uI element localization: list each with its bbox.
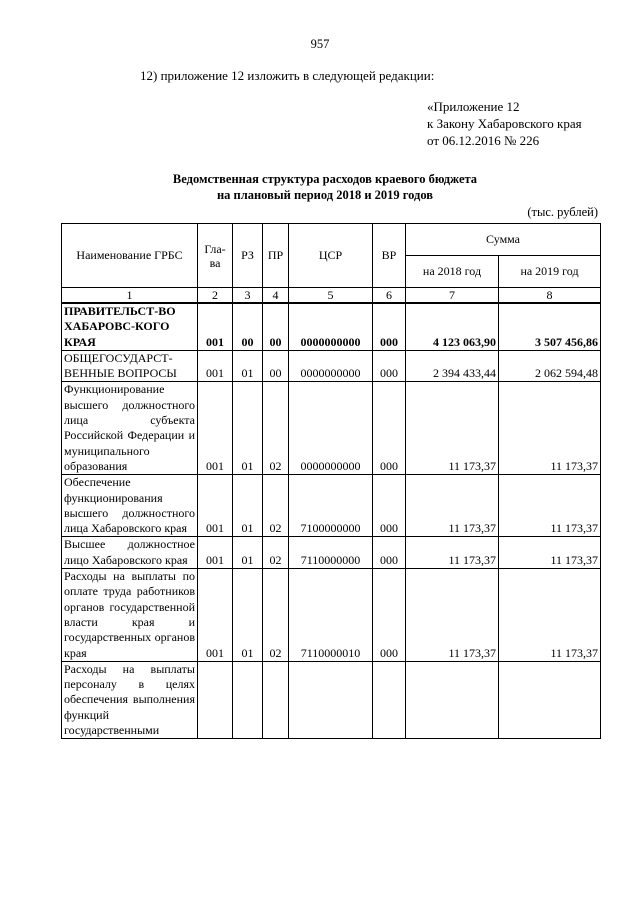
cell-vr: 000 (373, 537, 406, 569)
column-number: 8 (499, 288, 601, 304)
cell-glava: 001 (198, 350, 233, 382)
amendment-instruction: 12) приложение 12 изложить в следующей редакции: (140, 68, 435, 83)
cell-rz: 01 (233, 350, 263, 382)
cell-y2019: 11 173,37 (499, 569, 601, 662)
cell-glava (198, 661, 233, 738)
budget-table (61, 223, 601, 739)
header-csr: ЦСР (289, 224, 373, 288)
cell-csr: 0000000000 (289, 350, 373, 382)
table-row (62, 475, 601, 537)
header-2018: на 2018 год (406, 256, 499, 288)
title-line-1: Ведомственная структура расходов краевого бюджета (172, 172, 478, 186)
cell-pr: 00 (263, 350, 289, 382)
page-number: 957 (310, 37, 330, 51)
cell-csr (289, 661, 373, 738)
appendix-line-2: к Закону Хабаровского края (427, 116, 582, 131)
cell-y2019: 11 173,37 (499, 382, 601, 475)
cell-pr: 02 (263, 382, 289, 475)
cell-pr (263, 661, 289, 738)
cell-y2018: 11 173,37 (406, 569, 499, 662)
header-name: Наименование ГРБС (62, 224, 198, 288)
row-name: Обеспечение функционирования высшего должностного лица Хабаровского края (62, 475, 198, 537)
cell-y2018: 4 123 063,90 (406, 303, 499, 350)
table-row (62, 537, 601, 569)
cell-csr: 7110000000 (289, 537, 373, 569)
header-glava: Гла-ва (198, 224, 233, 288)
table-row (62, 382, 601, 475)
column-number-row (62, 288, 601, 304)
cell-rz: 01 (233, 537, 263, 569)
cell-pr: 00 (263, 303, 289, 350)
column-number: 1 (62, 288, 198, 304)
appendix-line-3: от 06.12.2016 № 226 (427, 133, 540, 148)
cell-rz: 01 (233, 475, 263, 537)
table-row (62, 569, 601, 662)
cell-glava: 001 (198, 475, 233, 537)
row-name: Высшее должностное лицо Хабаровского края (62, 537, 198, 569)
cell-pr: 02 (263, 475, 289, 537)
cell-csr: 7110000010 (289, 569, 373, 662)
table-row (62, 350, 601, 382)
cell-y2018: 11 173,37 (406, 475, 499, 537)
row-name: Расходы на выплаты по оплате труда работников органов государственной власти края и государственных органов края (62, 569, 198, 662)
appendix-line-1: «Приложение 12 (427, 99, 520, 114)
cell-rz: 01 (233, 569, 263, 662)
column-number: 5 (289, 288, 373, 304)
cell-y2018: 2 394 433,44 (406, 350, 499, 382)
cell-glava: 001 (198, 537, 233, 569)
cell-rz: 01 (233, 382, 263, 475)
cell-csr: 0000000000 (289, 382, 373, 475)
cell-glava: 001 (198, 382, 233, 475)
cell-y2019: 11 173,37 (499, 537, 601, 569)
row-name: ПРАВИТЕЛЬСТ-ВО ХАБАРОВС-КОГО КРАЯ (62, 303, 198, 350)
cell-glava: 001 (198, 569, 233, 662)
cell-vr (373, 661, 406, 738)
row-name: Функционирование высшего должностного лица субъекта Российской Федерации и муниципального образования (62, 382, 198, 475)
cell-y2019: 3 507 456,86 (499, 303, 601, 350)
cell-vr: 000 (373, 382, 406, 475)
row-name: Расходы на выплаты персоналу в целях обеспечения выполнения функций государственными (62, 661, 198, 738)
cell-y2019: 2 062 594,48 (499, 350, 601, 382)
cell-vr: 000 (373, 303, 406, 350)
column-number: 3 (233, 288, 263, 304)
column-number: 2 (198, 288, 233, 304)
column-number: 4 (263, 288, 289, 304)
table-row (62, 661, 601, 738)
cell-pr: 02 (263, 569, 289, 662)
cell-vr: 000 (373, 475, 406, 537)
cell-rz: 00 (233, 303, 263, 350)
cell-y2019: 11 173,37 (499, 475, 601, 537)
cell-csr: 0000000000 (289, 303, 373, 350)
column-number: 6 (373, 288, 406, 304)
cell-vr: 000 (373, 569, 406, 662)
header-pr: ПР (263, 224, 289, 288)
units-label: (тыс. рублей) (527, 205, 598, 219)
title-line-2: на плановый период 2018 и 2019 годов (216, 188, 434, 202)
cell-y2018 (406, 661, 499, 738)
header-vr: ВР (373, 224, 406, 288)
row-name: ОБЩЕГОСУДАРСТ-ВЕННЫЕ ВОПРОСЫ (62, 350, 198, 382)
cell-vr: 000 (373, 350, 406, 382)
cell-rz (233, 661, 263, 738)
cell-csr: 7100000000 (289, 475, 373, 537)
header-rz: РЗ (233, 224, 263, 288)
header-2019: на 2019 год (499, 256, 601, 288)
cell-glava: 001 (198, 303, 233, 350)
cell-y2018: 11 173,37 (406, 382, 499, 475)
table-row (62, 303, 601, 350)
header-sum: Сумма (406, 224, 601, 256)
cell-y2018: 11 173,37 (406, 537, 499, 569)
cell-y2019 (499, 661, 601, 738)
cell-pr: 02 (263, 537, 289, 569)
column-number: 7 (406, 288, 499, 304)
